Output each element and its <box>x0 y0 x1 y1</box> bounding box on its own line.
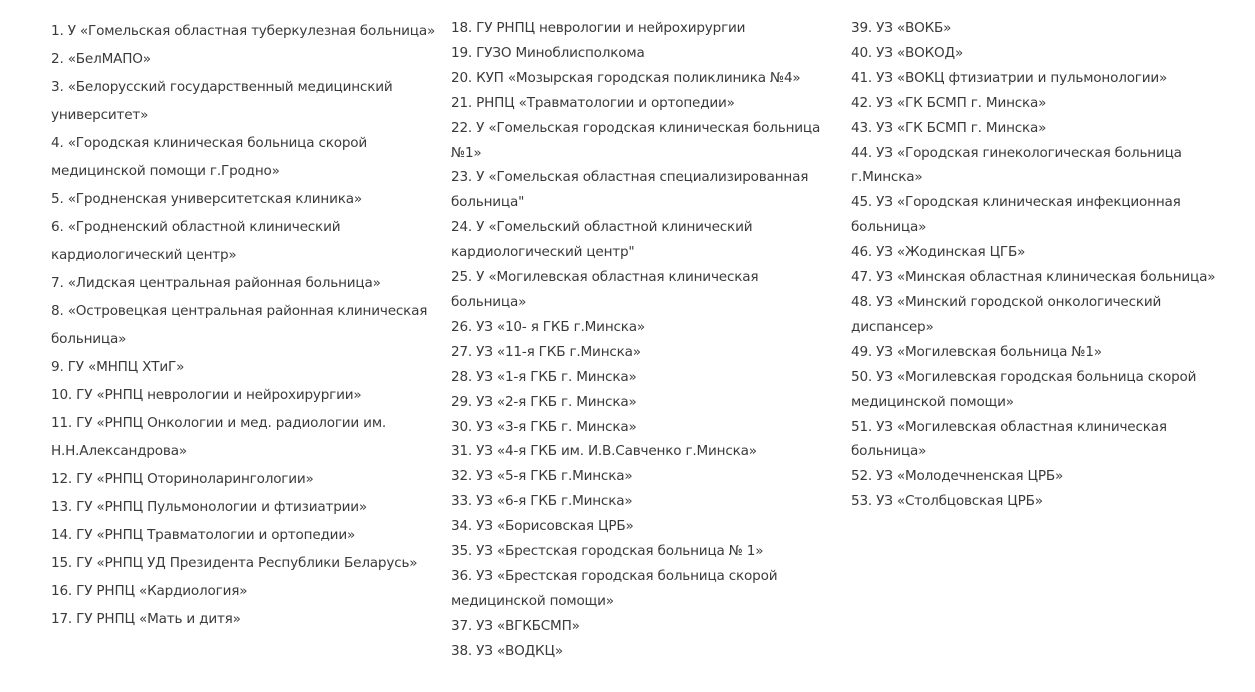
list-item-text: 6. «Гродненский областной клинический <box>51 219 341 235</box>
list-item-text: 46. УЗ «Жодинская ЦГБ» <box>851 244 1026 261</box>
list-item-text: Н.Н.Александрова» <box>51 443 187 459</box>
list-item-text: 11. ГУ «РНПЦ Онкологии и мед. радиологии им. <box>51 415 386 431</box>
list-item-text: больница» <box>51 331 127 347</box>
list-item-text: 10. ГУ «РНПЦ неврологии и нейрохирургии» <box>51 387 362 403</box>
list-item-text: 41. УЗ «ВОКЦ фтизиатрии и пульмонологии» <box>851 69 1168 86</box>
list-item <box>451 16 806 41</box>
list-item-text: 29. УЗ «2-я ГКБ г. Минска» <box>451 393 637 410</box>
list-item-text: 30. УЗ «3-я ГКБ г. Минска» <box>451 418 637 435</box>
list-item <box>451 439 806 464</box>
list-item <box>51 213 416 269</box>
list-item-text: 25. У «Могилевская областная клиническая <box>451 269 759 286</box>
list-item-text: 20. КУП «Мозырская городская поликлиника №4» <box>451 69 801 86</box>
list-item-text: 47. УЗ «Минская областная клиническая больница» <box>851 269 1216 286</box>
list-item-text: 21. РНПЦ «Травматологии и ортопедии» <box>451 94 735 111</box>
list-item <box>851 66 1211 91</box>
list-item <box>451 390 806 415</box>
list-item-text: 38. УЗ «ВОДКЦ» <box>451 642 563 659</box>
list-item <box>851 489 1211 514</box>
list-item-text: 2. «БелМАПО» <box>51 51 151 67</box>
list-item-text: 26. УЗ «10- я ГКБ г.Минска» <box>451 318 646 335</box>
list-item <box>451 315 806 340</box>
list-item-text: больница» <box>851 443 927 460</box>
list-item <box>451 489 806 514</box>
list-item-text: №1» <box>451 144 482 161</box>
list-column-2 <box>451 16 821 664</box>
list-item-text: г.Минска» <box>851 169 923 186</box>
list-item-text: 3. «Белорусский государственный медицинский <box>51 79 393 95</box>
list-item <box>451 415 806 440</box>
list-item-text: 12. ГУ «РНПЦ Оториноларингологии» <box>51 471 314 487</box>
list-item <box>51 493 416 521</box>
list-item <box>51 549 416 577</box>
list-item <box>51 129 416 185</box>
list-item <box>851 116 1211 141</box>
list-item-text: 22. У «Гомельская городская клиническая больница <box>451 119 821 136</box>
list-item-text: 8. «Островецкая центральная районная клиническая <box>51 303 428 319</box>
list-item-text: 18. ГУ РНПЦ неврологии и нейрохирургии <box>451 20 746 36</box>
list-item-text: медицинской помощи» <box>851 393 1014 410</box>
list-item-text: 45. УЗ «Городская клиническая инфекционная <box>851 194 1181 211</box>
list-item-text: 4. «Городская клиническая больница скорой <box>51 135 368 151</box>
list-item <box>451 265 806 315</box>
list-item-text: 40. УЗ «ВОКОД» <box>851 44 964 61</box>
list-column-3 <box>851 16 1216 514</box>
list-item-text: 44. УЗ «Городская гинекологическая больница <box>851 144 1182 161</box>
list-item-text: университет» <box>51 107 149 123</box>
list-item <box>451 614 806 639</box>
list-item <box>851 464 1211 489</box>
list-item <box>451 41 806 66</box>
list-item <box>51 465 416 493</box>
list-item <box>851 91 1211 116</box>
list-item-text: 31. УЗ «4-я ГКБ им. И.В.Савченко г.Минска» <box>451 443 757 460</box>
list-item <box>851 340 1211 365</box>
list-item-text: кардиологический центр" <box>451 244 635 261</box>
list-item-text: 9. ГУ «МНПЦ ХТиГ» <box>51 359 185 375</box>
list-item <box>851 265 1216 290</box>
list-item <box>451 514 806 539</box>
list-item <box>51 409 416 465</box>
list-item-text: 52. УЗ «Молодечненская ЦРБ» <box>851 468 1064 485</box>
list-item <box>851 141 1211 191</box>
list-item <box>451 464 806 489</box>
list-item <box>851 365 1211 415</box>
list-item-text: медицинской помощи» <box>451 592 614 609</box>
list-item <box>451 340 806 365</box>
list-item-text: 7. «Лидская центральная районная больница» <box>51 275 381 291</box>
list-item-text: 39. УЗ «ВОКБ» <box>851 20 952 36</box>
list-item-text: 16. ГУ РНПЦ «Кардиология» <box>51 583 248 599</box>
list-item <box>451 116 821 166</box>
list-item <box>851 41 1211 66</box>
list-item-text: 37. УЗ «ВГКБСМП» <box>451 617 580 634</box>
list-item <box>451 365 806 390</box>
list-item <box>451 165 809 215</box>
list-item-text: 33. УЗ «6-я ГКБ г.Минска» <box>451 493 633 510</box>
list-item-text: 28. УЗ «1-я ГКБ г. Минска» <box>451 368 637 385</box>
list-item <box>51 353 416 381</box>
list-item <box>51 381 416 409</box>
list-item-text: 23. У «Гомельская областная специализированная <box>451 169 809 186</box>
list-item-text: 17. ГУ РНПЦ «Мать и дитя» <box>51 611 241 627</box>
list-item <box>51 577 416 605</box>
list-item <box>51 17 436 45</box>
list-item-text: медицинской помощи г.Гродно» <box>51 163 280 179</box>
list-item-text: 14. ГУ «РНПЦ Травматологии и ортопедии» <box>51 527 356 543</box>
list-item-text: 5. «Гродненская университетская клиника» <box>51 191 363 207</box>
list-column-1 <box>51 17 436 633</box>
list-item-text: кардиологический центр» <box>51 247 237 263</box>
list-item-text: больница" <box>451 194 525 211</box>
list-item-text: 51. УЗ «Могилевская областная клиническая <box>851 418 1167 435</box>
list-item <box>451 215 806 265</box>
list-item <box>51 185 416 213</box>
list-item <box>51 269 416 297</box>
list-item <box>451 91 806 116</box>
list-item <box>451 539 806 564</box>
list-item <box>451 639 806 664</box>
list-item-text: больница» <box>851 219 927 236</box>
list-item-text: 27. УЗ «11-я ГКБ г.Минска» <box>451 343 641 360</box>
list-item-text: 53. УЗ «Столбцовская ЦРБ» <box>851 493 1043 510</box>
list-item-text: 1. У «Гомельская областная туберкулезная больница» <box>51 23 436 39</box>
list-item <box>851 190 1211 240</box>
list-item-text: 32. УЗ «5-я ГКБ г.Минска» <box>451 468 633 485</box>
list-item <box>851 240 1211 265</box>
list-item <box>451 564 806 614</box>
list-item-text: 34. УЗ «Борисовская ЦРБ» <box>451 518 634 535</box>
list-item-text: 35. УЗ «Брестская городская больница № 1» <box>451 543 764 560</box>
list-item <box>451 66 806 91</box>
list-item-text: 13. ГУ «РНПЦ Пульмонологии и фтизиатрии» <box>51 499 368 515</box>
list-item <box>851 16 1211 41</box>
list-item <box>851 290 1211 340</box>
list-item-text: 24. У «Гомельский областной клинический <box>451 219 753 236</box>
list-item <box>851 415 1211 465</box>
list-item <box>51 45 416 73</box>
list-item-text: 43. УЗ «ГК БСМП г. Минска» <box>851 119 1047 136</box>
list-item <box>51 297 428 353</box>
list-item-text: 15. ГУ «РНПЦ УД Президента Республики Беларусь» <box>51 555 418 571</box>
list-item-text: больница» <box>451 293 527 310</box>
list-item <box>51 73 416 129</box>
list-item-text: 48. УЗ «Минский городской онкологический <box>851 293 1162 310</box>
list-item-text: 19. ГУЗО Миноблисполкома <box>451 44 645 61</box>
list-item-text: диспансер» <box>851 318 934 335</box>
list-item-text: 36. УЗ «Брестская городская больница скорой <box>451 567 778 584</box>
list-item-text: 49. УЗ «Могилевская больница №1» <box>851 343 1102 360</box>
list-item-text: 42. УЗ «ГК БСМП г. Минска» <box>851 94 1047 111</box>
list-item-text: 50. УЗ «Могилевская городская больница скорой <box>851 368 1197 385</box>
list-item <box>51 521 416 549</box>
list-item <box>51 605 416 633</box>
